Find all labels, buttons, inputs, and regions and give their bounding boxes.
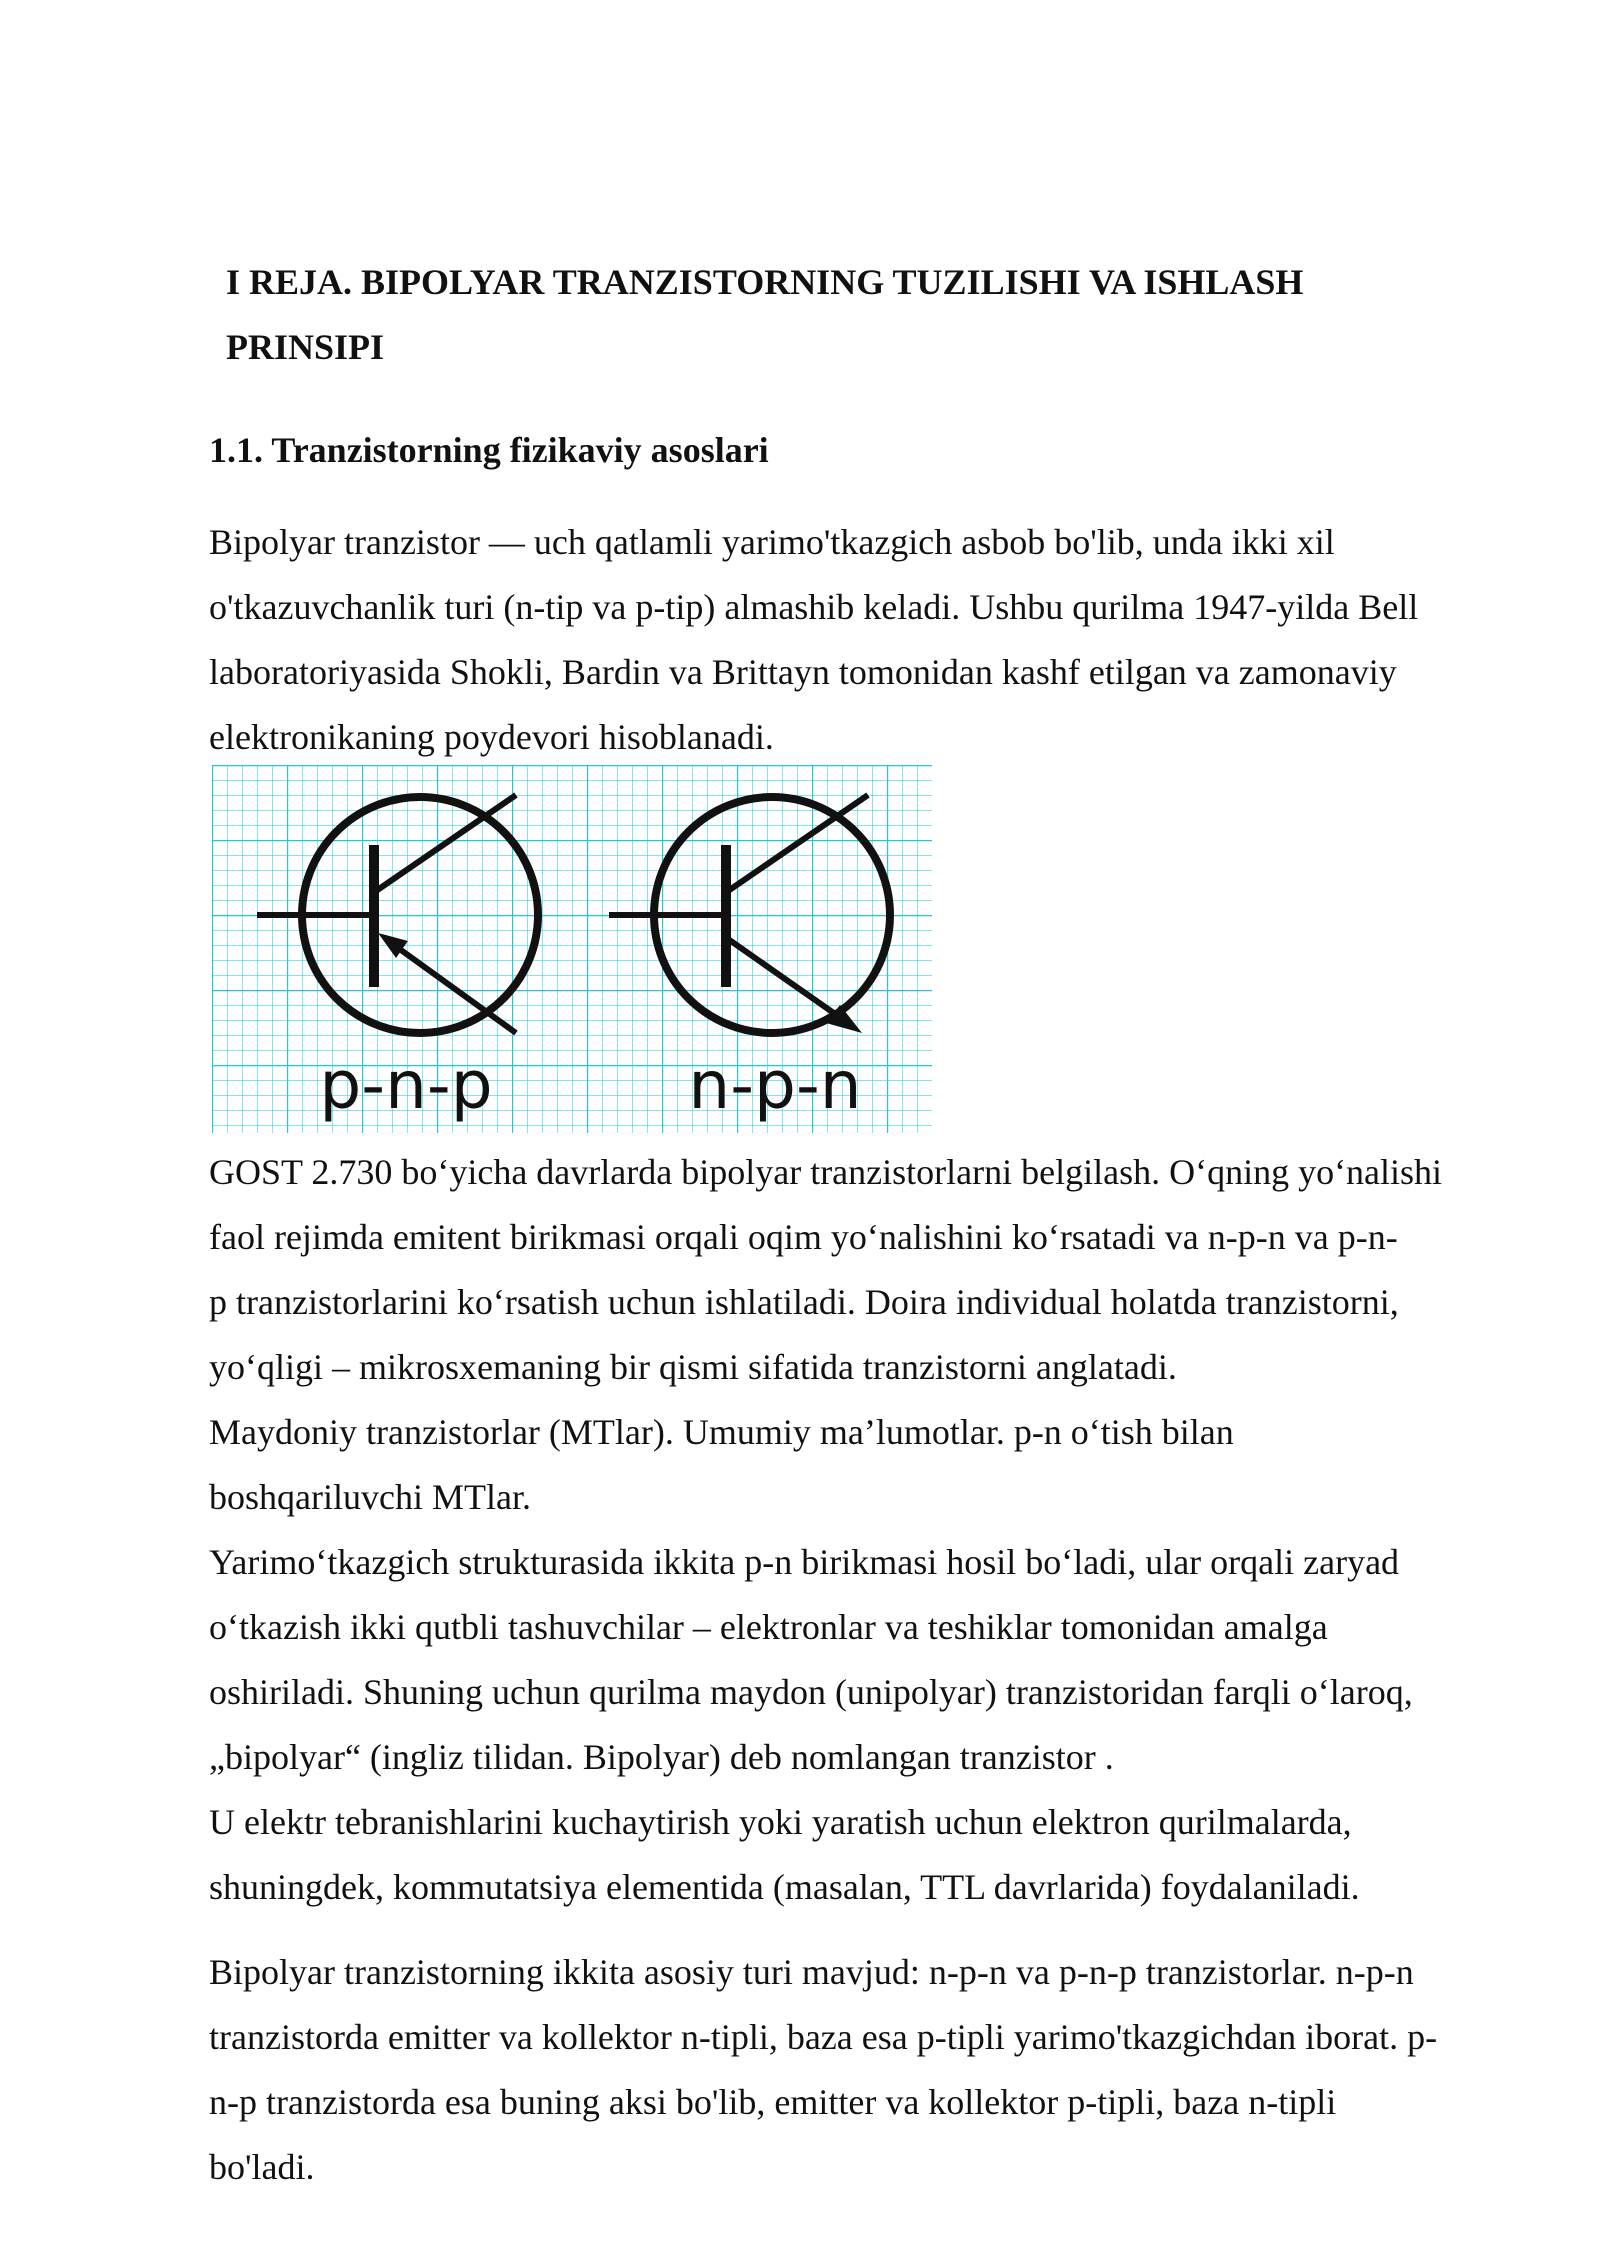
- section-heading: 1.1. Tranzistorning fizikaviy asoslari: [209, 430, 769, 470]
- text-line: o‘tkazish ikki qutbli tashuvchilar – elektronlar va teshiklar tomonidan amalga: [209, 1607, 1328, 1647]
- document-title: [226, 250, 1426, 380]
- final-paragraph: [209, 1940, 1509, 2200]
- text-line: tranzistorda emitter va kollektor n-tipli, baza esa p-tipli yarimo'tkazgichdan iborat. p-: [209, 2017, 1438, 2057]
- body-paragraph: [209, 1140, 1509, 1920]
- text-line: GOST 2.730 bo‘yicha davrlarda bipolyar tranzistorlarni belgilash. O‘qning yo‘nalishi: [209, 1152, 1443, 1192]
- text-line: elektronikaning poydevori hisoblanadi.: [209, 717, 774, 757]
- transistor-symbols-image: [212, 765, 932, 1133]
- text-line: faol rejimda emitent birikmasi orqali oqim yo‘nalishini ko‘rsatadi va n-p-n va p-n-: [209, 1217, 1398, 1257]
- text-line: o'tkazuvchanlik turi (n-tip va p-tip) almashib keladi. Ushbu qurilma 1947-yilda Bell: [209, 587, 1419, 627]
- text-line: Maydoniy tranzistorlar (MTlar). Umumiy ma’lumotlar. p-n o‘tish bilan: [209, 1412, 1234, 1452]
- text-line: p tranzistorlarini ko‘rsatish uchun ishlatiladi. Doira individual holatda tranzistorni,: [209, 1282, 1399, 1322]
- text-line: oshiriladi. Shuning uchun qurilma maydon (unipolyar) tranzistoridan farqli o‘laroq,: [209, 1672, 1413, 1712]
- title-line: PRINSIPI: [226, 327, 385, 367]
- text-line: „bipolyar“ (ingliz tilidan. Bipolyar) deb nomlangan tranzistor .: [209, 1737, 1114, 1777]
- text-line: bo'ladi.: [209, 2147, 315, 2187]
- intro-paragraph: [209, 510, 1509, 770]
- pnp-label: p-n-p: [319, 1047, 493, 1124]
- text-line: Bipolyar tranzistorning ikkita asosiy turi mavjud: n-p-n va p-n-p tranzistorlar. n-p-n: [209, 1952, 1414, 1992]
- transistor-symbols-figure: [212, 765, 932, 1133]
- text-line: yo‘qligi – mikrosxemaning bir qismi sifatida tranzistorni anglatadi.: [209, 1347, 1177, 1387]
- text-line: Bipolyar tranzistor — uch qatlamli yarimo'tkazgich asbob bo'lib, unda ikki xil: [209, 522, 1335, 562]
- title-line: I REJA. BIPOLYAR TRANZISTORNING TUZILISHI VA ISHLASH: [226, 262, 1304, 302]
- text-line: U elektr tebranishlarini kuchaytirish yoki yaratish uchun elektron qurilmalarda,: [209, 1802, 1352, 1842]
- text-line: Yarimo‘tkazgich strukturasida ikkita p-n birikmasi hosil bo‘ladi, ular orqali zaryad: [209, 1542, 1400, 1582]
- text-line: laboratoriyasida Shokli, Bardin va Brittayn tomonidan kashf etilgan va zamonaviy: [209, 652, 1397, 692]
- text-line: boshqariluvchi MTlar.: [209, 1477, 531, 1517]
- text-line: shuningdek, kommutatsiya elementida (masalan, TTL davrlarida) foydalaniladi.: [209, 1867, 1360, 1907]
- text-line: n-p tranzistorda esa buning aksi bo'lib, emitter va kollektor p-tipli, baza n-tipli: [209, 2082, 1337, 2122]
- npn-label: n-p-n: [688, 1047, 862, 1124]
